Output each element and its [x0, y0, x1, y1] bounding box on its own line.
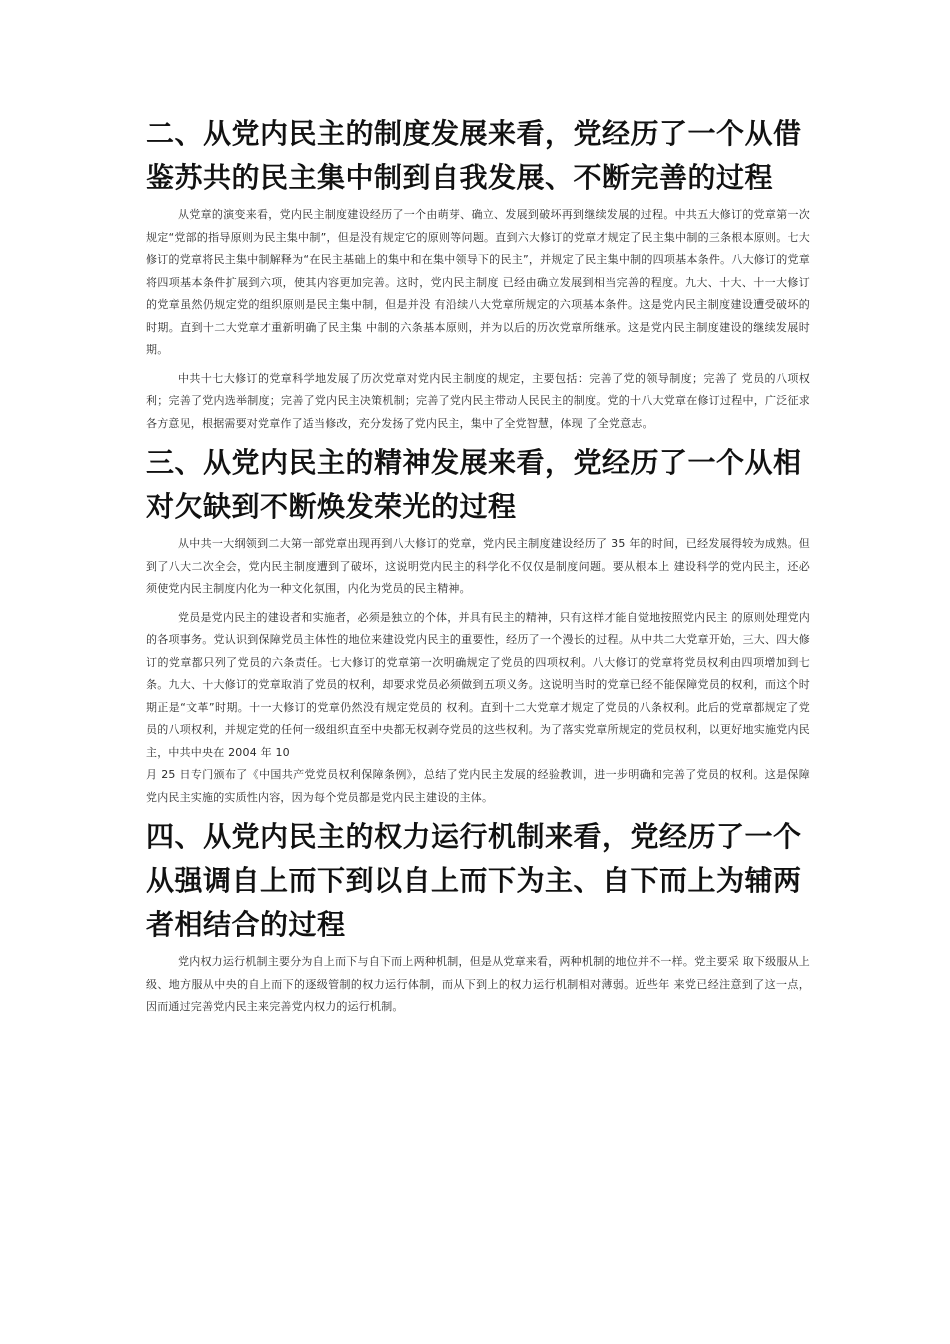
section-4	[146, 815, 810, 1019]
paragraph: 党员是党内民主的建设者和实施者，必须是独立的个体，并具有民主的精神，只有这样才能自觉地按照党内民主 的原则处理党内的各项事务。党认识到保障党员主体性的地位来建设党内民主的重要性，经历了一个漫长的过程。从中共二大党章开始，三大、四大修订的党章都只列了党员的六条责任。七大修订的党章第一次明确规定了党员的四项权利。八大修订的党章将党员权利由四项增加到七条。九大、十大修订的党章取消了党员的权利，却要求党员必须做到五项义务。这说明当时的党章已经不能保障党员的权利，而这个时期正是“文革”时期。十一大修订的党章仍然没有规定党员的 权利。直到十二大党章才规定了党员的八条权利。此后的党章都规定了党员的八项权利，并规定党的任何一级组织直至中央都无权剥夺党员的这些权利。为了落实党章所规定的党员权利，以更好地实施党内民主，中共中央在 2004 年 10	[146, 610, 810, 759]
section-heading: 二、从党内民主的制度发展来看，党经历了一个从借鉴苏共的民主集中制到自我发展、不断完善的过程	[146, 117, 802, 194]
section-heading: 三、从党内民主的精神发展来看，党经历了一个从相对欠缺到不断焕发荣光的过程	[146, 446, 802, 523]
paragraph: 月 25 日专门颁布了《中国共产党党员权利保障条例》，总结了党内民主发展的经验教训，进一步明确和完善了党员的权利。这是保障党内民主实施的实质性内容，因为每个党员都是党内民主建设的主体。	[146, 768, 810, 804]
section-heading: 四、从党内民主的权力运行机制来看，党经历了一个从强调自上而下到以自上而下为主、自下而上为辅两者相结合的过程	[146, 820, 802, 941]
paragraph: 从党章的演变来看，党内民主制度建设经历了一个由萌芽、确立、发展到破坏再到继续发展的过程。中共五大修订的党章第一次规定“党部的指导原则为民主集中制”，但是没有规定它的原则等问题。直到六大修订的党章才规定了民主集中制的三条根本原则。七大修订的党章将民主集中制解释为“在民主基础上的集中和在集中领导下的民主”，并规定了民主集中制的四项基本条件。八大修订的党章将四项基本条件扩展到六项，使其内容更加完善。这时，党内民主制度 已经由确立发展到相当完善的程度。九大、十大、十一大修订的党章虽然仍规定党的组织原则是民主集中制，但是并没 有沿续八大党章所规定的六项基本条件。这是党内民主制度建设遭受破坏的时期。直到十二大党章才重新明确了民主集 中制的六条基本原则，并为以后的历次党章所继承。这是党内民主制度建设的继续发展时期。	[146, 208, 810, 356]
paragraph: 党内权力运行机制主要分为自上而下与自下而上两种机制，但是从党章来看，两种机制的地位并不一样。党主要采 取下级服从上级、地方服从中央的自上而下的逐级管制的权力运行体制，而从下到上的权力运行机制相对薄弱。近些年 来党已经注意到了这一点，因而通过完善党内民主来完善党内权力的运行机制。	[146, 955, 810, 1013]
paragraph: 中共十七大修订的党章科学地发展了历次党章对党内民主制度的规定，主要包括：完善了党的领导制度；完善了 党员的八项权利；完善了党内选举制度；完善了党内民主决策机制；完善了党内民主带动人民民主的制度。党的十八大党章在修订过程中，广泛征求各方意见，根据需要对党章作了适当修改，充分发扬了党内民主，集中了全党智慧，体现 了全党意志。	[146, 371, 810, 430]
section-3	[146, 441, 810, 809]
paragraph: 从中共一大纲领到二大第一部党章出现再到八大修订的党章，党内民主制度建设经历了 35 年的时间，已经发展得较为成熟。但到了八大二次全会，党内民主制度遭到了破坏，这说明党内民主的科学化不仅仅是制度问题。要从根本上 建设科学的党内民主，还必须使党内民主制度内化为一种文化氛围，内化为党员的民主精神。	[146, 537, 810, 595]
document-page	[146, 112, 810, 1025]
section-2	[146, 112, 810, 435]
